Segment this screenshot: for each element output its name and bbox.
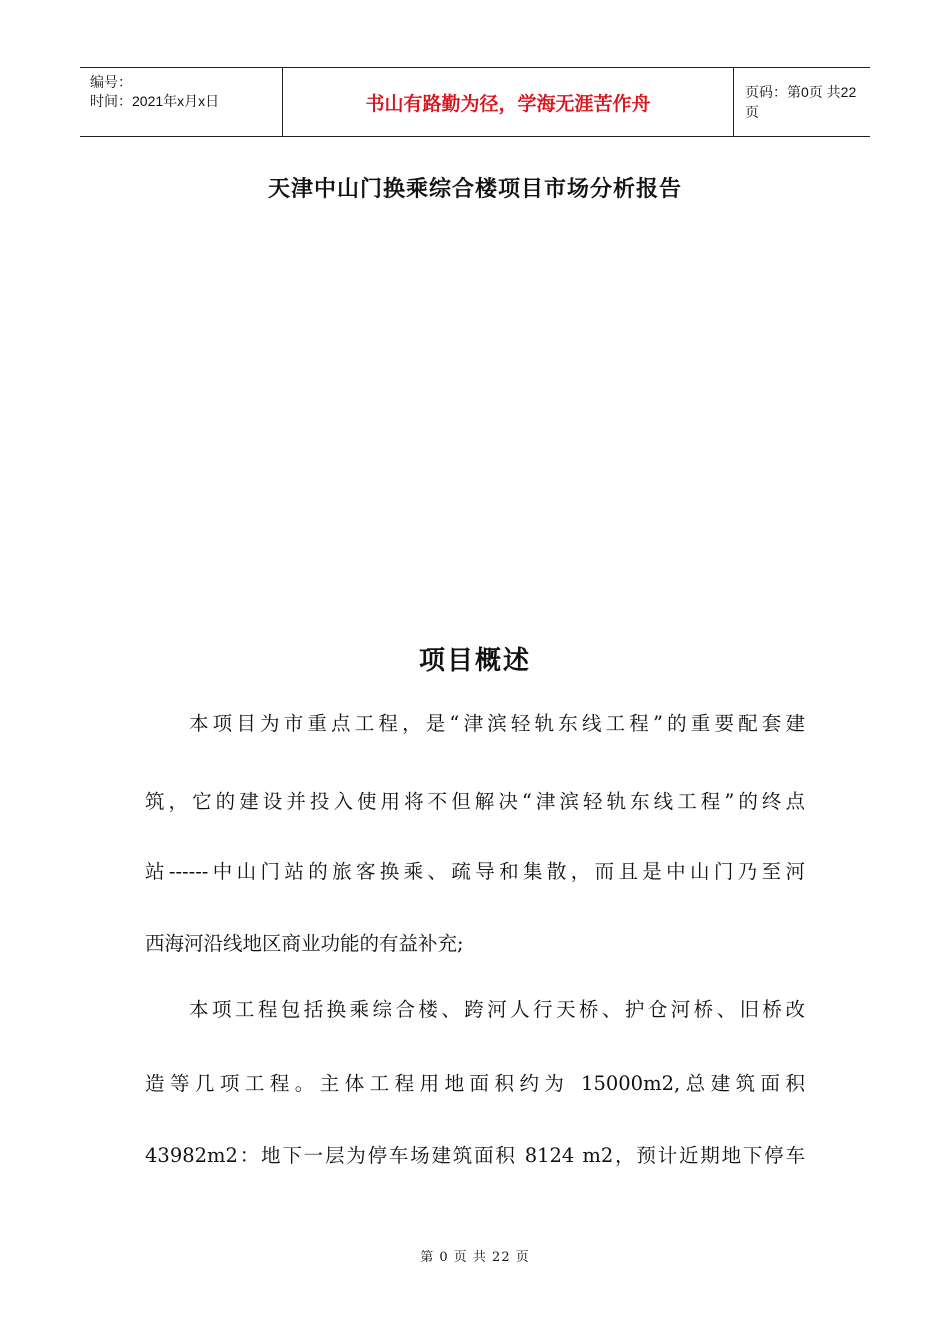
body-line: 本项目为市重点工程，是“津滨轻轨东线工程”的重要配套建 — [189, 712, 805, 735]
body-line: 西海河沿线地区商业功能的有益补充; — [145, 932, 464, 955]
body-line: 造等几项工程。主体工程用地面积约为 15000m2,总建筑面积 — [145, 1072, 805, 1095]
time-label: 时间：2021年x月x日 — [90, 93, 220, 109]
page-footer: 第 0 页 共 22 页 — [420, 1250, 530, 1265]
body-line: 站------中山门站的旅客换乘、疏导和集散，而且是中山门乃至河 — [145, 860, 805, 883]
header-meta — [80, 68, 282, 136]
number-label: 编号： — [90, 74, 132, 90]
header-page-info: 页码：第0页 共22页 — [745, 84, 857, 120]
section-title: 项目概述 — [418, 646, 531, 676]
body-line: 43982m2：地下一层为停车场建筑面积 8124 m2，预计近期地下停车 — [145, 1144, 805, 1167]
body-line: 本项工程包括换乘综合楼、跨河人行天桥、护仓河桥、旧桥改 — [189, 998, 805, 1021]
page-header — [80, 67, 870, 137]
document-title: 天津中山门换乘综合楼项目市场分析报告 — [267, 176, 682, 202]
body-line: 筑，它的建设并投入使用将不但解决“津滨轻轨东线工程”的终点 — [145, 790, 805, 813]
header-motto: 书山有路勤为径，学海无涯苦作舟 — [282, 68, 734, 136]
